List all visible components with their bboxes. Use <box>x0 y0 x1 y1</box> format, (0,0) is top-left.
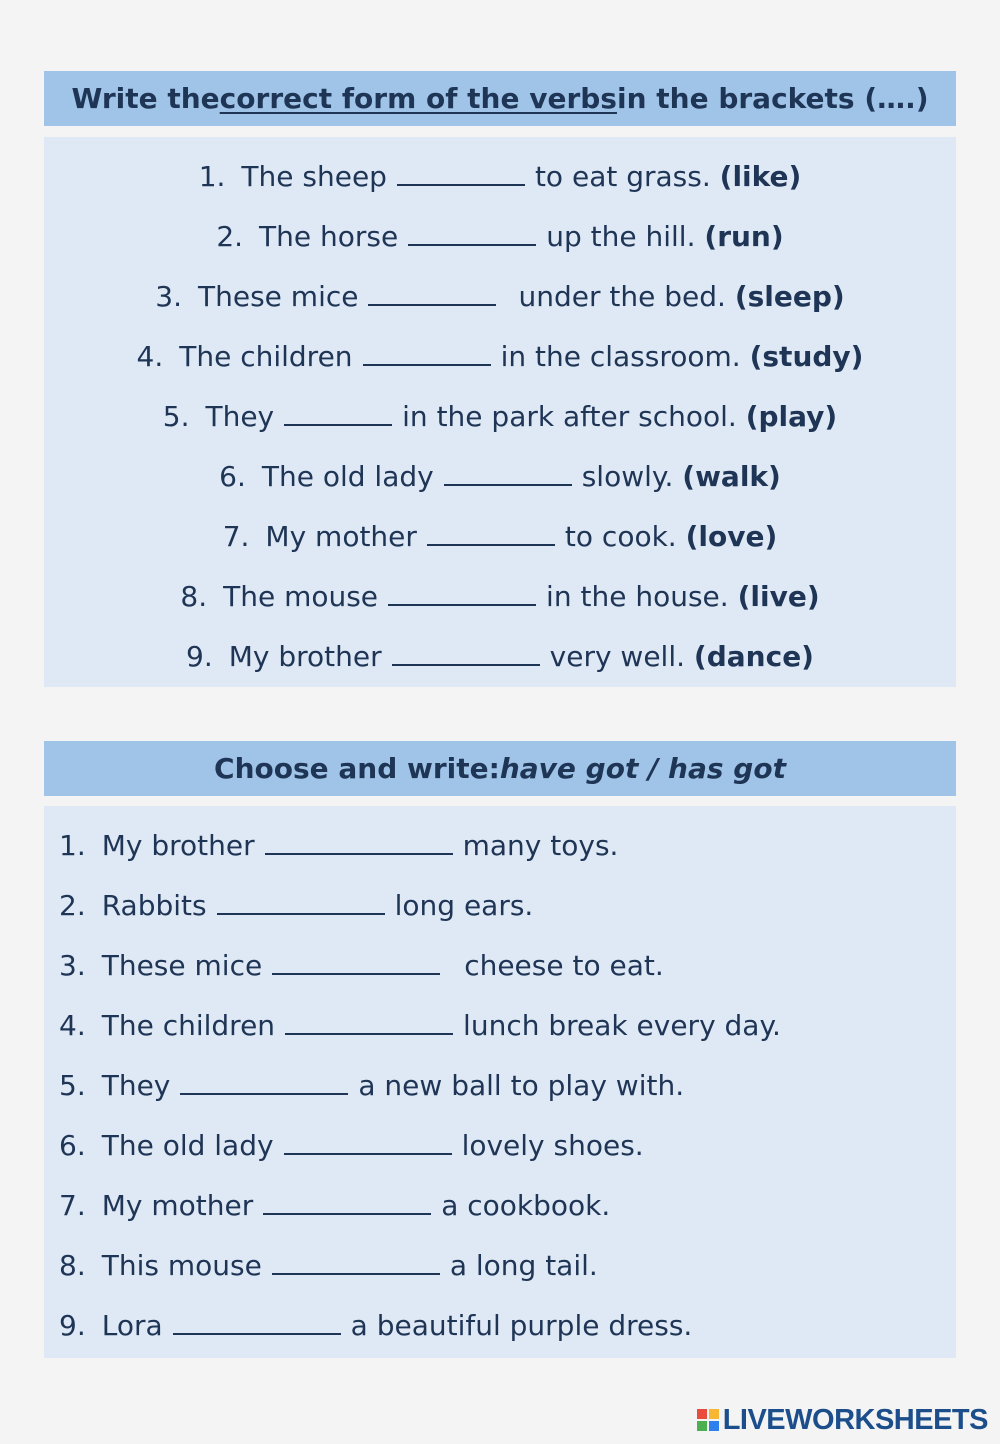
item-text-after: in the park after school. <box>402 400 737 433</box>
item-text-before: The children <box>101 1009 276 1042</box>
item-text-after: a new ball to play with. <box>358 1069 685 1102</box>
item-text-after: lunch break every day. <box>463 1009 781 1042</box>
item-text-after: a beautiful purple dress. <box>350 1309 693 1342</box>
exercise2-item-1 <box>44 816 956 876</box>
section2-title-italic: have got / has got <box>499 752 786 785</box>
exercise1-item-6 <box>44 447 956 507</box>
item-text-after: many toys. <box>462 829 619 862</box>
exercise1-item-4 <box>44 327 956 387</box>
item-text-before: The old lady <box>101 1129 274 1162</box>
verb-hint: (dance) <box>693 640 814 673</box>
item-number: 9. <box>186 640 213 673</box>
verb-hint: (walk) <box>682 460 781 493</box>
item-text-after: in the house. <box>546 580 729 613</box>
item-text-after: very well. <box>549 640 686 673</box>
exercise1-item-3 <box>44 267 956 327</box>
item-text-before: Lora <box>101 1309 163 1342</box>
item-number: 1. <box>59 829 86 862</box>
item-text-before: This mouse <box>101 1249 262 1282</box>
verb-hint: (sleep) <box>734 280 845 313</box>
exercise2-item-2 <box>44 876 956 936</box>
item-number: 2. <box>216 220 244 253</box>
section1-title-pre: Write the <box>71 82 220 115</box>
liveworksheets-logo-icon <box>697 1409 719 1431</box>
item-text-after: cheese to eat. <box>464 949 664 982</box>
item-number: 7. <box>59 1189 86 1222</box>
answer-blank[interactable] <box>368 280 496 306</box>
item-number: 5. <box>59 1069 86 1102</box>
item-text-after: lovely shoes. <box>461 1129 644 1162</box>
logo-text: LIVEWORKSHEETS <box>722 1403 988 1436</box>
answer-blank[interactable] <box>263 1189 431 1215</box>
item-text-before: The sheep <box>241 160 387 193</box>
item-number: 8. <box>180 580 208 613</box>
exercise2-item-3 <box>44 936 956 996</box>
answer-blank[interactable] <box>284 400 392 426</box>
verb-hint: (play) <box>745 400 838 433</box>
answer-blank[interactable] <box>272 1249 440 1275</box>
item-number: 3. <box>155 280 182 313</box>
exercise2-item-4 <box>44 996 956 1056</box>
verb-hint: (love) <box>685 520 778 553</box>
section2-title-pre: Choose and write: <box>214 752 500 785</box>
item-text-after: a long tail. <box>449 1249 598 1282</box>
answer-blank[interactable] <box>265 829 453 855</box>
exercise2-item-6 <box>44 1116 956 1176</box>
answer-blank[interactable] <box>284 1129 452 1155</box>
item-number: 3. <box>59 949 86 982</box>
item-text-before: The children <box>179 340 353 373</box>
item-text-after: under the bed. <box>518 280 726 313</box>
item-text-after: to cook. <box>564 520 677 553</box>
item-text-before: My mother <box>265 520 417 553</box>
exercise1-item-9 <box>44 627 956 687</box>
section1-title <box>44 71 956 126</box>
answer-blank[interactable] <box>392 640 540 666</box>
item-text-before: They <box>205 400 275 433</box>
item-number: 4. <box>59 1009 86 1042</box>
exercise2-item-8 <box>44 1236 956 1296</box>
item-number: 5. <box>162 400 190 433</box>
item-text-after: a cookbook. <box>441 1189 611 1222</box>
item-text-before: The horse <box>259 220 399 253</box>
exercise2-item-5 <box>44 1056 956 1116</box>
exercise2-item-7 <box>44 1176 956 1236</box>
item-text-before: They <box>101 1069 171 1102</box>
item-number: 1. <box>198 160 226 193</box>
item-number: 8. <box>59 1249 86 1282</box>
item-text-before: The mouse <box>223 580 379 613</box>
item-text-after: to eat grass. <box>534 160 711 193</box>
item-number: 2. <box>59 889 86 922</box>
item-number: 6. <box>219 460 246 493</box>
answer-blank[interactable] <box>285 1009 453 1035</box>
answer-blank[interactable] <box>388 580 536 606</box>
answer-blank[interactable] <box>444 460 572 486</box>
exercise1-item-2 <box>44 207 956 267</box>
item-number: 6. <box>59 1129 86 1162</box>
item-text-before: These mice <box>101 949 263 982</box>
section1-title-underlined: correct form of the verbs <box>219 82 617 115</box>
item-text-after: in the classroom. <box>500 340 741 373</box>
item-text-after: slowly. <box>581 460 674 493</box>
item-text-before: My brother <box>101 829 255 862</box>
item-number: 4. <box>136 340 164 373</box>
liveworksheets-logo[interactable] <box>697 1400 988 1440</box>
answer-blank[interactable] <box>363 340 491 366</box>
answer-blank[interactable] <box>173 1309 341 1335</box>
verb-hint: (live) <box>737 580 820 613</box>
verb-hint: (study) <box>749 340 864 373</box>
section2-exercise-panel <box>44 806 956 1358</box>
answer-blank[interactable] <box>272 949 440 975</box>
exercise2-item-9 <box>44 1296 956 1356</box>
exercise1-item-7 <box>44 507 956 567</box>
item-text-before: The old lady <box>261 460 434 493</box>
item-text-after: long ears. <box>394 889 534 922</box>
item-text-before: These mice <box>198 280 359 313</box>
exercise1-item-5 <box>44 387 956 447</box>
exercise1-item-1 <box>44 147 956 207</box>
item-text-before: Rabbits <box>101 889 207 922</box>
answer-blank[interactable] <box>180 1069 348 1095</box>
answer-blank[interactable] <box>427 520 555 546</box>
section1-exercise-panel <box>44 137 956 687</box>
answer-blank[interactable] <box>217 889 385 915</box>
answer-blank[interactable] <box>397 160 525 186</box>
answer-blank[interactable] <box>408 220 536 246</box>
verb-hint: (like) <box>719 160 802 193</box>
item-number: 9. <box>59 1309 86 1342</box>
item-text-before: My mother <box>101 1189 254 1222</box>
section2-title <box>44 741 956 796</box>
section1-title-post: in the brackets (….) <box>616 82 929 115</box>
item-text-after: up the hill. <box>546 220 696 253</box>
item-number: 7. <box>222 520 250 553</box>
item-text-before: My brother <box>228 640 382 673</box>
exercise1-item-8 <box>44 567 956 627</box>
verb-hint: (run) <box>704 220 784 253</box>
